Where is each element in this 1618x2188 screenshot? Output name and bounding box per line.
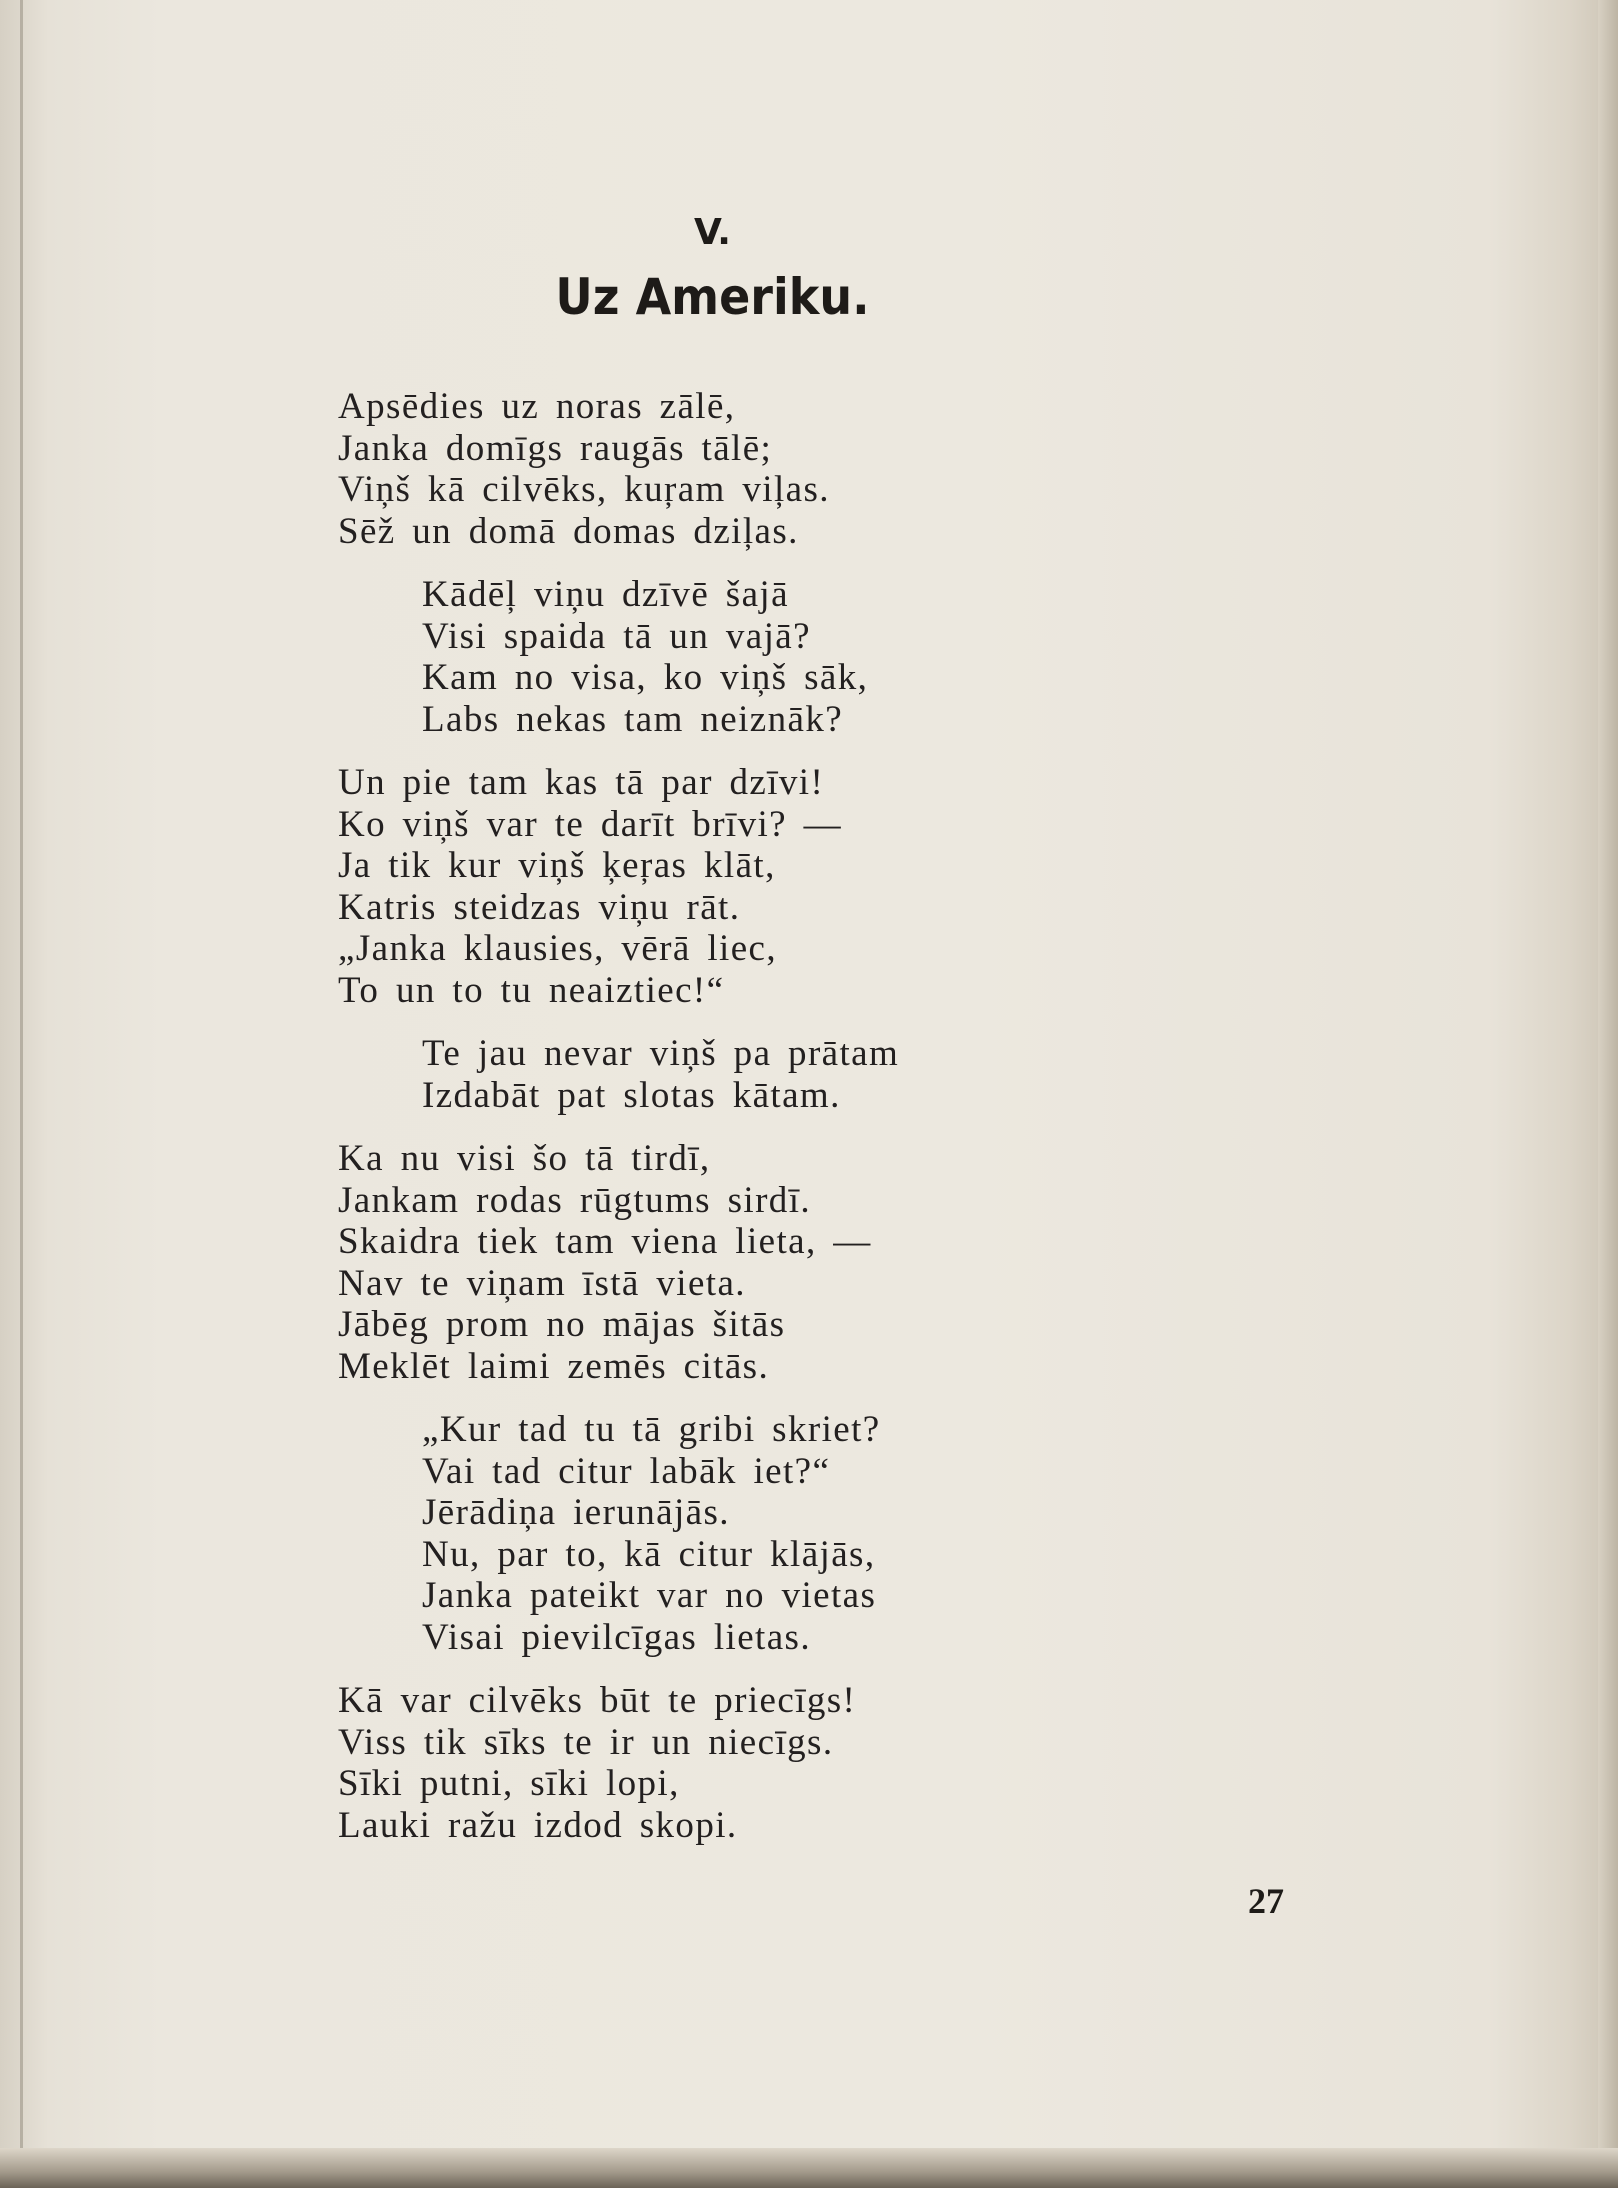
poem-line: Katris steidzas viņu rāt. <box>338 886 741 928</box>
poem-line: Visi spaida tā un vajā? <box>422 615 811 657</box>
poem-line: Ka nu visi šo tā tirdī, <box>338 1138 711 1179</box>
stanza <box>338 574 1338 740</box>
poem-line: Apsēdies uz noras zālē, <box>338 386 736 427</box>
poem-line: Te jau nevar viņš pa prātam <box>422 1033 900 1074</box>
poem-line: „Kur tad tu tā gribi skriet? <box>422 1409 881 1450</box>
poem-line: Kam no visa, ko viņš sāk, <box>422 657 869 698</box>
page-edge-bottom <box>0 2148 1618 2188</box>
poem-line: Ko viņš var te darīt brīvi? — <box>338 803 843 845</box>
poem-line: Kādēļ viņu dzīvē šajā <box>422 574 789 615</box>
page-edge-right <box>1598 0 1618 2188</box>
poem-line: Un pie tam kas tā par dzīvi! <box>338 762 825 803</box>
poem-body <box>338 386 1338 1868</box>
poem-line: Kā var cilvēks būt te priecīgs! <box>338 1680 857 1721</box>
poem-line: Jankam rodas rūgtums sirdī. <box>338 1179 812 1221</box>
page-number: 27 <box>1248 1881 1284 1921</box>
page-spine-shadow <box>20 0 23 2188</box>
poem-line: Labs nekas tam neiznāk? <box>422 698 844 740</box>
poem-line: Nu, par to, kā citur klājās, <box>422 1533 876 1575</box>
stanza <box>338 762 1338 1011</box>
poem-line: Skaidra tiek tam viena lieta, — <box>338 1221 872 1262</box>
stanza <box>338 1680 1338 1846</box>
poem-line: Viņš kā cilvēks, kuŗam viļas. <box>338 469 830 510</box>
poem-line: Janka domīgs raugās tālē; <box>338 427 773 469</box>
poem-line: „Janka klausies, vērā liec, <box>338 928 777 969</box>
poem-line: Jābēg prom no mājas šitās <box>338 1304 786 1345</box>
poem-line: To un to tu neaiztiec!“ <box>338 969 725 1011</box>
poem-line: Nav te viņam īstā vieta. <box>338 1262 746 1304</box>
poem-line: Vai tad citur labāk iet?“ <box>422 1450 831 1492</box>
poem-line: Lauki ražu izdod skopi. <box>338 1804 738 1846</box>
poem-line: Visai pievilcīgas lietas. <box>422 1616 811 1658</box>
poem-line: Ja tik kur viņš ķeŗas klāt, <box>338 845 776 886</box>
poem-line: Jērādiņa ierunājās. <box>422 1492 730 1533</box>
poem-line: Izdabāt pat slotas kātam. <box>422 1074 841 1116</box>
section-number: V. <box>694 212 731 253</box>
poem-line: Viss tik sīks te ir un niecīgs. <box>338 1721 834 1763</box>
stanza <box>338 1409 1338 1658</box>
poem-line: Janka pateikt var no vietas <box>422 1575 877 1616</box>
stanza <box>338 1033 1338 1116</box>
poem-line: Sīki putni, sīki lopi, <box>338 1763 680 1804</box>
poem-line: Meklēt laimi zemēs citās. <box>338 1345 770 1387</box>
poem-line: Sēž un domā domas dziļas. <box>338 510 799 552</box>
stanza <box>338 1138 1338 1387</box>
poem-title: Uz Ameriku. <box>555 268 870 326</box>
stanza <box>338 386 1338 552</box>
